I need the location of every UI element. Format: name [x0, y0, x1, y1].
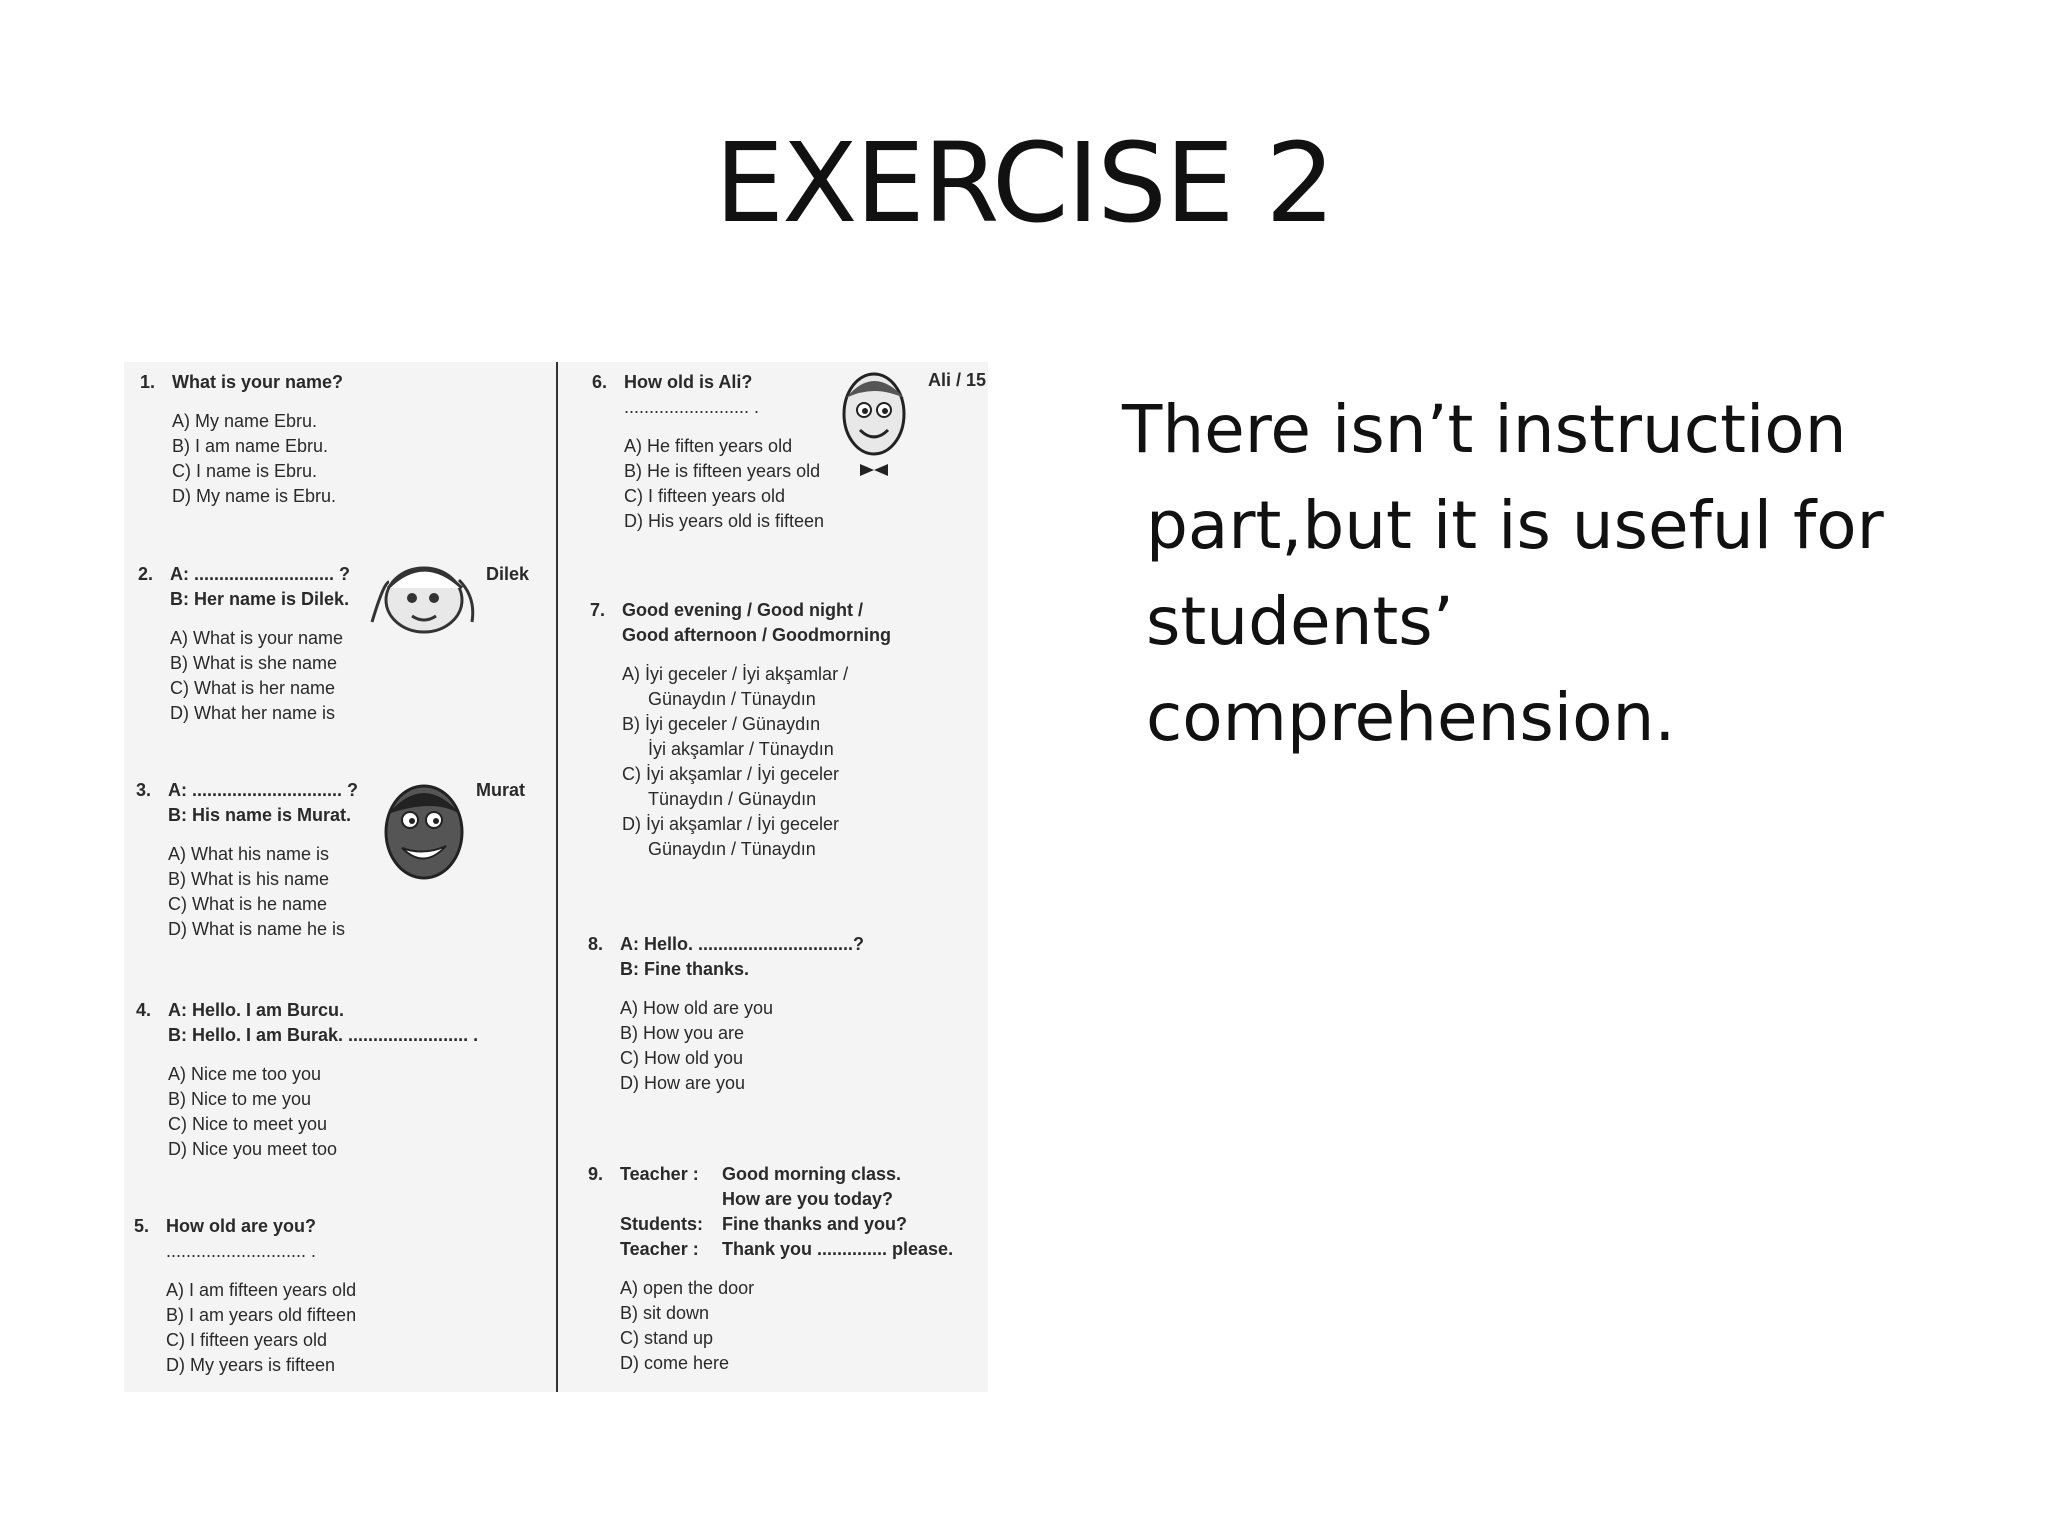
option-d: D) What her name is [170, 703, 336, 723]
question-4 [136, 998, 479, 1162]
option-d: D) My name is Ebru. [172, 486, 337, 506]
option-b: B) How you are [620, 1023, 745, 1043]
option-d: D) come here [620, 1353, 730, 1373]
question-3 [136, 778, 359, 942]
speaker-label: Students: [620, 1214, 703, 1234]
question-9 [588, 1162, 954, 1376]
option-c: C) What is her name [170, 678, 336, 698]
option-c: C) What is he name [168, 894, 328, 914]
option-d: D) İyi akşamlar / İyi geceler [622, 814, 840, 834]
option-d: D) How are you [620, 1073, 746, 1093]
girl-cartoon-icon [364, 552, 484, 642]
character-name-tag: Ali / 15 [928, 370, 987, 390]
option-c: C) stand up [620, 1328, 714, 1348]
question-number: 2. [138, 564, 154, 584]
question-8 [588, 932, 865, 1096]
options [172, 409, 343, 509]
dialog-row [620, 1212, 953, 1237]
option-a: A) What is your name [170, 628, 344, 648]
dialog-line-b: B: Her name is Dilek. [170, 589, 350, 609]
question-number: 6. [592, 372, 608, 392]
question-number: 1. [140, 372, 156, 392]
stem-line-1: Good evening / Good night / [622, 600, 863, 620]
option-d: D) Nice you meet too [168, 1139, 338, 1159]
answer-blank: ......................... . [624, 397, 760, 417]
option-b: B) İyi geceler / Günaydın [622, 714, 821, 734]
character-name-tag: Dilek [486, 564, 530, 584]
dialog-line-b: B: His name is Murat. [168, 805, 352, 825]
option-a: A) He fiften years old [624, 436, 793, 456]
answer-blank: ............................ . [166, 1241, 317, 1261]
question-6 [592, 370, 825, 534]
options [620, 996, 864, 1096]
option-c: C) İyi akşamlar / İyi geceler [622, 764, 840, 784]
option-a: A) I am fifteen years old [166, 1280, 357, 1300]
question-number: 5. [134, 1216, 150, 1236]
exercise-worksheet [124, 362, 988, 1392]
character-name-tag: Murat [476, 780, 525, 800]
option-c: C) How old you [620, 1048, 744, 1068]
dialog-text: Thank you .............. please. [722, 1239, 954, 1259]
option-c: C) I fifteen years old [166, 1330, 328, 1350]
option-a: A) What his name is [168, 844, 330, 864]
dialog-text: How are you today? [722, 1189, 894, 1209]
question-stem: How old are you? [166, 1216, 317, 1236]
option-c: C) Nice to meet you [168, 1114, 328, 1134]
question-number: 7. [590, 600, 606, 620]
option-a: A) open the door [620, 1278, 755, 1298]
options [622, 662, 891, 862]
dialog-row [620, 1162, 953, 1187]
option-b: B) I am name Ebru. [172, 436, 329, 456]
question-number: 3. [136, 780, 152, 800]
option-d: D) What is name he is [168, 919, 346, 939]
question-number: 8. [588, 934, 604, 954]
body-line: comprehension. [1146, 679, 1676, 756]
dialog-line-a: A: ............................ ? [170, 564, 351, 584]
dialog-text: Good morning class. [722, 1164, 902, 1184]
options [168, 842, 358, 942]
question-5 [134, 1214, 357, 1378]
option-b: B) What is his name [168, 869, 330, 889]
option-c: C) I fifteen years old [624, 486, 786, 506]
option-a: A) Nice me too you [168, 1064, 322, 1084]
dialog-line-a: A: .............................. ? [168, 780, 359, 800]
speaker-label: Teacher : [620, 1164, 699, 1184]
option-b: B) sit down [620, 1303, 710, 1323]
option-d: D) My years is fifteen [166, 1355, 336, 1375]
option-b: B) He is fifteen years old [624, 461, 821, 481]
column-divider [556, 362, 558, 1392]
option-c-continued: Tünaydın / Günaydın [648, 789, 817, 809]
dialog-text: Fine thanks and you? [722, 1214, 908, 1234]
option-a: A) İyi geceler / İyi akşamlar / [622, 664, 849, 684]
option-a-continued: Günaydın / Tünaydın [648, 689, 816, 709]
body-line: There isn’t instruction [1122, 391, 1847, 468]
dialog-line-b: B: Fine thanks. [620, 959, 750, 979]
option-d-continued: Günaydın / Tünaydın [648, 839, 816, 859]
question-number: 9. [588, 1164, 604, 1184]
man-cartoon-icon [834, 370, 916, 480]
dialog-line-a: A: Hello. I am Burcu. [168, 1000, 345, 1020]
speaker-label: Teacher : [620, 1239, 699, 1259]
option-b: B) Nice to me you [168, 1089, 312, 1109]
body-line: part,but it is useful for [1146, 487, 1884, 564]
option-c: C) I name is Ebru. [172, 461, 318, 481]
boy-cartoon-icon [374, 774, 474, 886]
slide-title: EXERCISE 2 [714, 119, 1334, 247]
question-stem: How old is Ali? [624, 372, 753, 392]
question-stem: What is your name? [172, 372, 344, 392]
stem-line-2: Good afternoon / Goodmorning [622, 625, 891, 645]
question-number: 4. [136, 1000, 152, 1020]
question-2 [138, 562, 351, 726]
question-7 [590, 598, 891, 862]
options [620, 1276, 953, 1376]
options [170, 626, 350, 726]
dialog-line-a: A: Hello. ...............................? [620, 934, 865, 954]
question-1 [140, 370, 344, 509]
option-d: D) His years old is fifteen [624, 511, 825, 531]
options [166, 1278, 356, 1378]
dialog-line-b: B: Hello. I am Burak. ........................ . [168, 1025, 479, 1045]
option-b: B) What is she name [170, 653, 338, 673]
options [168, 1062, 478, 1162]
option-a: A) My name Ebru. [172, 411, 318, 431]
body-line: students’ [1146, 583, 1454, 660]
option-b: B) I am years old fifteen [166, 1305, 357, 1325]
option-a: A) How old are you [620, 998, 774, 1018]
slide-body-text [1122, 382, 2002, 766]
dialog-row [620, 1237, 953, 1262]
options [624, 434, 824, 534]
option-b-continued: İyi akşamlar / Tünaydın [648, 739, 834, 759]
dialog-row [620, 1187, 953, 1212]
